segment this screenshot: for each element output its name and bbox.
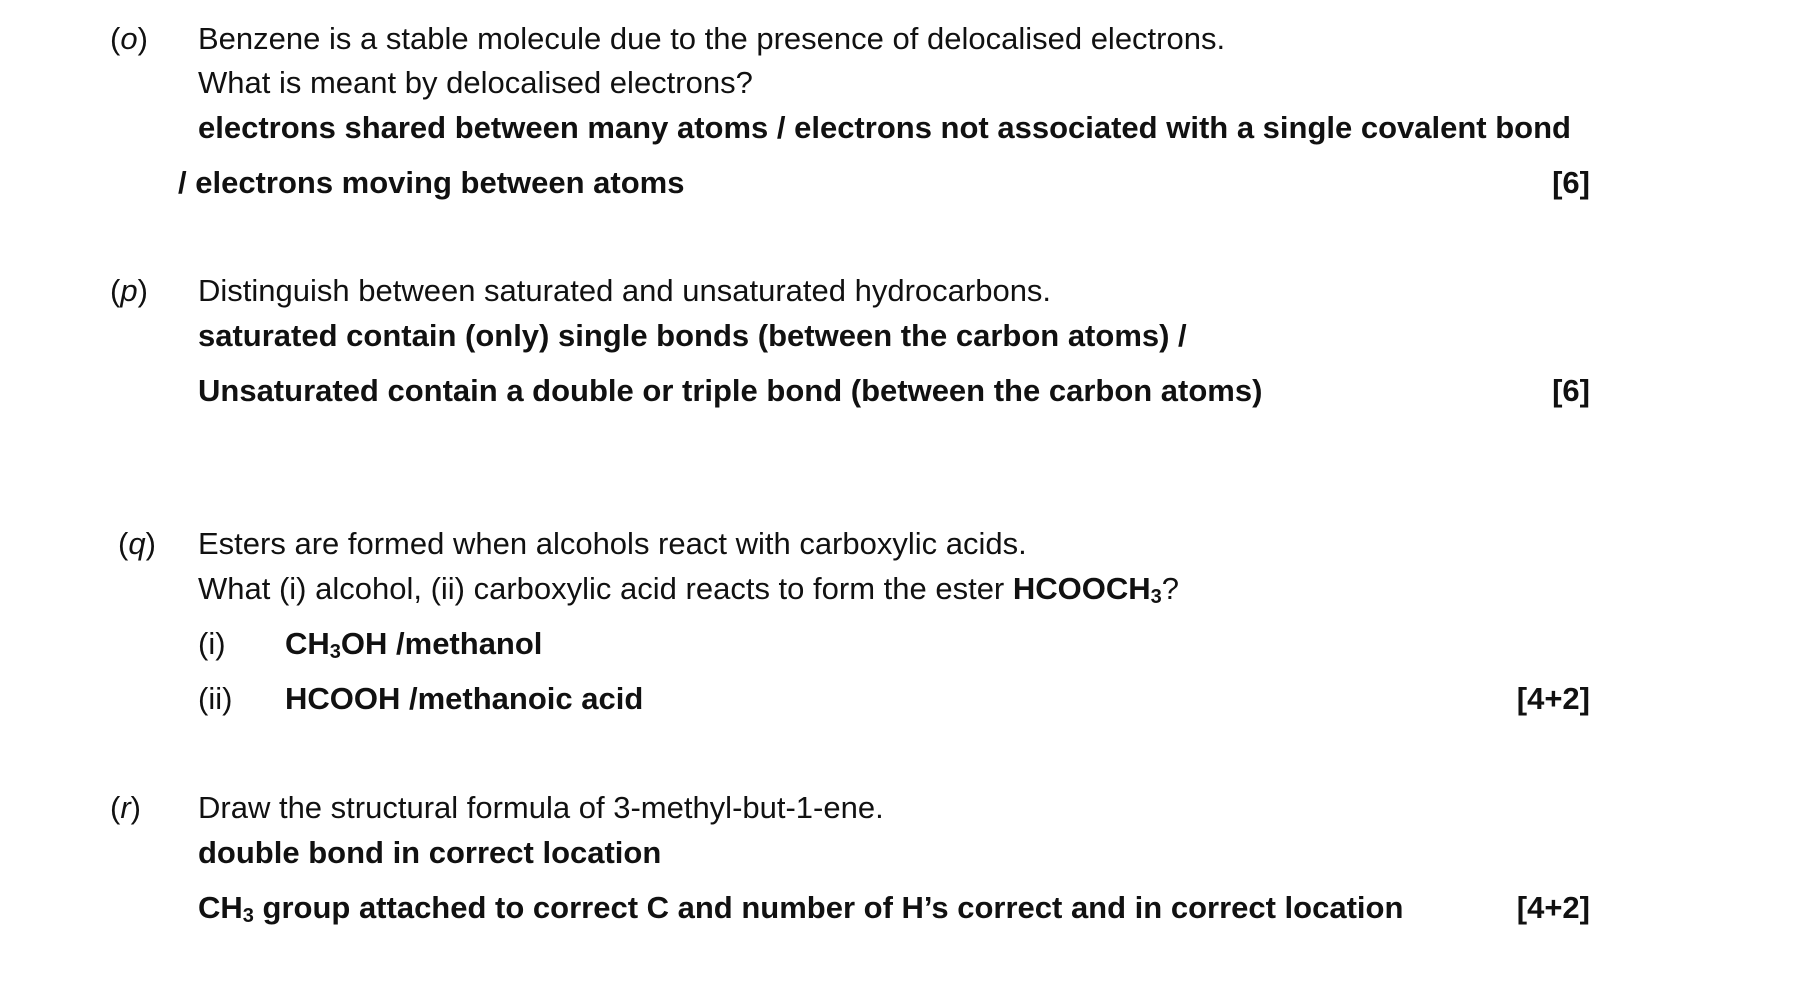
question-q-stem-2: What (i) alcohol, (ii) carboxylic acid reacts to form the ester $HCOOCH_3$? [198, 571, 1180, 608]
question-o-stem-2: What is meant by delocalised electrons? [198, 65, 753, 100]
question-o-answer-2: / electrons moving between atoms [178, 165, 685, 200]
question-q-marks: [4+2] [1516, 681, 1590, 716]
question-label-o: (o) [110, 21, 148, 56]
question-o-marks: [6] [1552, 165, 1590, 200]
question-p-marks: [6] [1552, 373, 1590, 408]
question-r-stem-1: Draw the structural formula of 3-methyl-but-1-ene. [198, 790, 884, 825]
question-q-part-ii-number: (ii) [198, 681, 233, 716]
question-label-p: (p) [110, 273, 148, 308]
question-label-r: (r) [110, 790, 141, 825]
question-q-part-i-number: (i) [198, 626, 226, 661]
question-q-part-ii-answer: HCOOH /methanoic acid [285, 681, 644, 716]
question-o-stem-1: Benzene is a stable molecule due to the presence of delocalised electrons. [198, 21, 1226, 56]
question-o-answer-1: electrons shared between many atoms / electrons not associated with a single covalent bond [198, 110, 1571, 145]
question-q-stem-1: Esters are formed when alcohols react with carboxylic acids. [198, 526, 1027, 561]
question-p-stem-1: Distinguish between saturated and unsaturated hydrocarbons. [198, 273, 1052, 308]
question-p-answer-2: Unsaturated contain a double or triple bond (between the carbon atoms) [198, 373, 1263, 408]
question-label-q: (q) [118, 526, 156, 561]
question-p-answer-1: saturated contain (only) single bonds (between the carbon atoms) / [198, 318, 1187, 353]
question-r-answer-2: $CH_3$ group attached to correct C and number of H’s correct and in correct location [198, 890, 1404, 927]
question-r-answer-1: double bond in correct location [198, 835, 662, 870]
question-r-marks: [4+2] [1516, 890, 1590, 925]
question-q-part-i-answer: $CH_3OH$ /methanol [285, 626, 543, 663]
